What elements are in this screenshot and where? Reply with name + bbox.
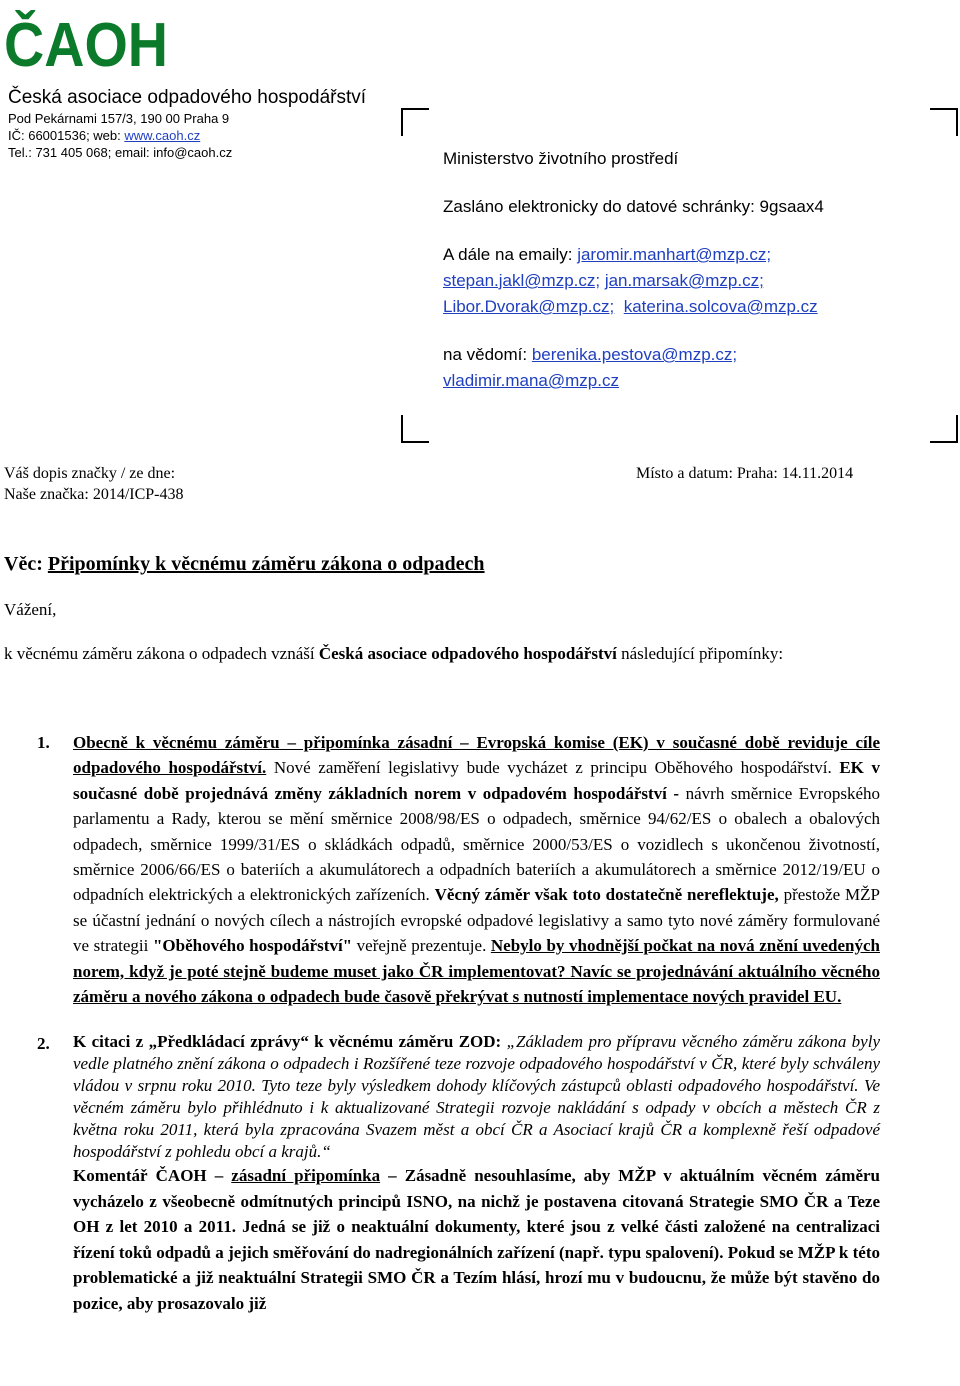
org-name: Česká asociace odpadového hospodářství [8,87,367,108]
comment-item [0,730,880,1009]
org-ico-web [8,127,388,144]
place-date: Místo a datum: Praha: 14.11.2014 [636,465,854,482]
comment-text: veřejně prezentuje. [352,936,491,956]
comment-text: Nové zaměření legislativy bude vycházet z principu Oběhového hospodářství. [266,758,840,778]
your-reference: Váš dopis značky / ze dne: [4,465,176,482]
comment-item [0,1031,880,1315]
cc-email-link[interactable]: berenika.pestova@mzp.cz; [531,345,738,364]
org-address: Pod Pekárnami 157/3, 190 00 Praha 9 [8,111,230,126]
our-reference: Naše značka: 2014/ICP-438 [4,486,184,503]
comment-heading: Obecně k věcnému záměru – připomínka zásadní – Evropská komise (EK) v současné době reviduje cíle odpadového hospodářství. [73,733,880,778]
email-link[interactable]: stepan.jakl@mzp.cz; [443,271,601,290]
comment-lead: K citaci z „Předkládací zprávy“ k věcnému záměru ZOD: [73,1032,502,1052]
email-link[interactable]: jan.marsak@mzp.cz; [604,271,764,290]
email-link[interactable]: Libor.Dvorak@mzp.cz; [443,297,615,316]
org-contact: Tel.: 731 405 068; email: info@caoh.cz [8,145,233,160]
caoh-logo [4,2,170,70]
corner-mark-top-left [401,108,429,136]
comment-number: 2. [37,1034,50,1054]
delivery-note: Zasláno elektronicky do datové schránky: 9gsaax4 [443,197,824,216]
comment-label: Komentář ČAOH – [73,1166,232,1186]
comment-bold: EK v současné době projednává změny základních norem v odpadovém hospodářství - [73,758,881,803]
cc-emails [443,342,923,394]
cc-prefix: na vědomí: [443,345,532,364]
comment-severity: zásadní připomínka [231,1166,381,1186]
comment-text: návrh směrnice Evropského parlamentu a Rady, kterou se mění směrnice 2008/98/ES o odpadech, směrnice 94/62/ES o obalech a obalových odpadech, směrnice 1999/31/ES o skládkách odpadů, směrnice 2000/53/ES o vozidlech s ukončenou životností, směrnice 2006/66/ES o bateriích a akumulátorech a odpadních bateriích a akumulátorech a směrnice 2012/19/EU o odpadních elektrických a elektronických zařízeních. [73,783,880,905]
logo-text: ČAOH [4,11,168,70]
corner-mark-top-right [930,108,958,136]
intro-paragraph [4,643,872,665]
comment-text: přestože MŽP se účastní jednání o nových cílech a nástrojích evropské odpadové legislativy a samo tyto nové záměry formulované ve strategii [73,885,881,956]
comment-bold: "Oběhového hospodářství" [152,936,353,956]
emails-prefix: A dále na emaily: [443,245,578,264]
recipient-name: Ministerstvo životního prostředí [443,149,679,168]
email-link[interactable]: jaromir.manhart@mzp.cz; [577,245,772,264]
comment-number: 1. [37,733,50,752]
comment-question: Nebylo by vhodnější počkat na nová znění uvedených norem, když je poté stejně budeme muset jako ČR implementovat? Navíc se projednávání aktuálního věcného záměru a nového zákona o odpadech bude časově překrývat s nutností implementace nových pravidel EU. [73,936,880,1007]
email-link[interactable]: katerina.solcova@mzp.cz [623,297,818,316]
intro-before: k věcnému záměru zákona o odpadech vznáší [4,644,319,663]
org-ico: IČ: 66001536; web: [8,128,125,143]
reference-block [4,463,884,505]
org-web-link[interactable]: www.caoh.cz [124,128,201,143]
subject-line [4,551,485,577]
subject-text: Připomínky k věcnému záměru zákona o odpadech [47,553,485,575]
intro-after: následující připomínky: [616,644,784,663]
comment-quote: „Základem pro přípravu věcného záměru zákona byly vedle platného znění zákona o odpadech i Rozšířené teze rozvoje odpadového hospodářství v ČR, které byly schváleny vládou v srpnu roku 2010. Tyto teze byly výsledkem dohody klíčových zástupců oblasti odpadového hospodářství. Ve věcném záměru bylo přihlédnuto i k aktualizované Strategii rozvoje nakládání s odpady v obcích a městech ČR z května roku 2011, která byla zpracována Svazem měst a obcí ČR a Asociací krajů ČR a komplexně řeší odpadové hospodářství z pohledu obcí a krajů.“ [73,1032,880,1162]
recipient-emails [443,242,923,320]
corner-mark-bottom-left [401,415,429,443]
intro-bold: Česká asociace odpadového hospodářství [318,644,617,663]
cc-email-link[interactable]: vladimir.mana@mzp.cz [443,371,619,390]
recipient-block [443,146,923,416]
sender-block [8,86,388,161]
comment-body: – Zásadně nesouhlasíme, aby MŽP v aktuálním věcném záměru vycházelo z všeobecně odmítnutých principů ISNO, na nichž je postavena citovaná Strategie SMO ČR a Teze OH z let 2010 a 2011. Jedná se již o neaktuální dokumenty, které jsou z velké části založené na centralizaci řízení toků odpadů a jejich směřování do nadregionálních zařízení (např. typu spalovení). Pokud se MŽP k této problematické a již neaktuální Strategii SMO ČR a Tezím hlásí, hrozí mu v budoucnu, že může být stavěno do pozice, aby prosazovalo již [73,1166,881,1313]
greeting: Vážení, [4,600,57,619]
subject-label: Věc: [4,553,48,575]
comment-bold: Věcný záměr však toto dostatečně nereflektuje, [434,885,779,905]
corner-mark-bottom-right [930,415,958,443]
comments-list [0,730,880,1338]
